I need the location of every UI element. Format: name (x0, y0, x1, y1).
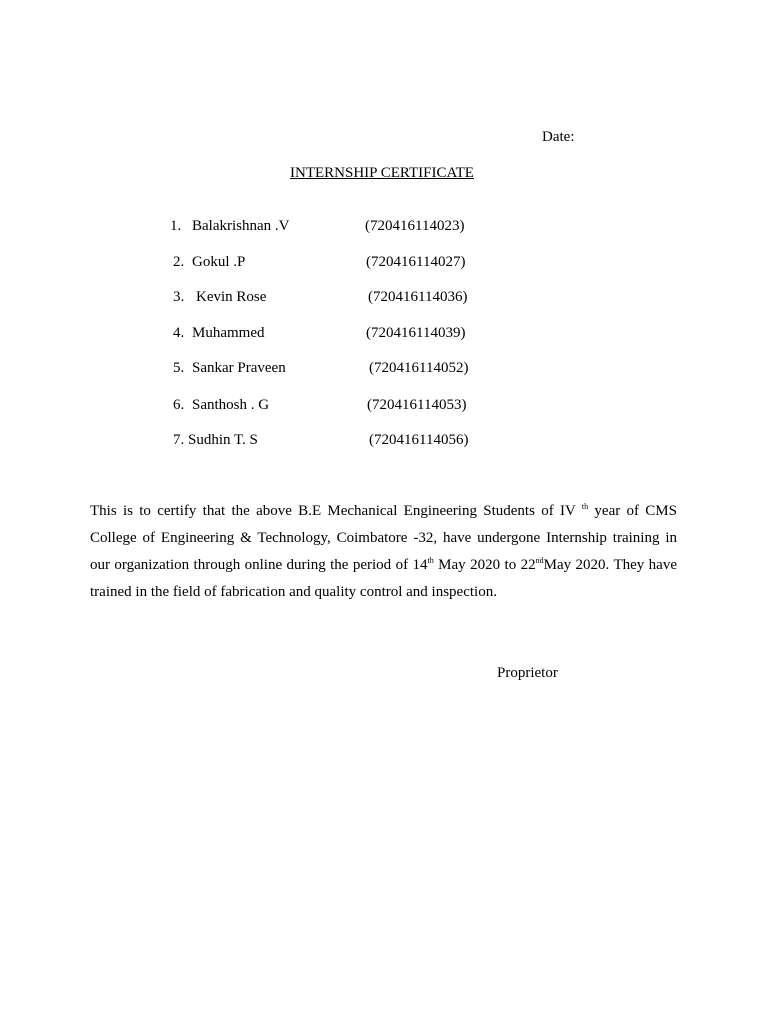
ordinal-suffix: nd (535, 556, 544, 565)
signatory-label: Proprietor (497, 665, 558, 681)
student-register-number: (720416114056) (369, 432, 469, 448)
paragraph-text: May 2020 to 22 (433, 557, 536, 573)
student-register-number: (720416114027) (366, 254, 466, 270)
student-register-number: (720416114023) (365, 218, 465, 234)
student-name: Santhosh . G (192, 397, 270, 413)
student-name: Sankar Praveen (192, 360, 286, 376)
student-number: 6. (173, 397, 185, 413)
student-name: Gokul .P (192, 254, 246, 270)
student-register-number: (720416114039) (366, 325, 466, 341)
student-name: Muhammed (192, 325, 265, 341)
student-number: 3. (173, 289, 185, 305)
ordinal-suffix: th (581, 502, 589, 511)
student-number: 5. (173, 360, 185, 376)
certificate-title: INTERNSHIP CERTIFICATE (290, 165, 474, 181)
paragraph-text: This is to certify that the above B.E Mechanical Engineering Students of IV (90, 503, 576, 519)
student-number: 1. (170, 218, 182, 234)
student-name: Balakrishnan .V (192, 218, 290, 234)
student-register-number: (720416114052) (369, 360, 469, 376)
student-number: 2. (173, 254, 185, 270)
paragraph-text: May 2020. They have trained in the field of fabrication and quality control and inspection. (90, 557, 677, 600)
student-register-number: (720416114036) (368, 289, 468, 305)
date-label: Date: (542, 129, 575, 145)
student-number: 4. (173, 325, 185, 341)
student-name: Kevin Rose (196, 289, 267, 305)
student-number: 7. (173, 432, 185, 448)
certification-paragraph (90, 498, 677, 606)
student-register-number: (720416114053) (367, 397, 467, 413)
student-name: Sudhin T. S (188, 432, 258, 448)
paragraph-text: year of CMS College of Engineering & Technology, Coimbatore -32, have undergone Internship training in our organization through online during the period of 14 (90, 503, 677, 573)
ordinal-suffix: th (427, 556, 434, 565)
